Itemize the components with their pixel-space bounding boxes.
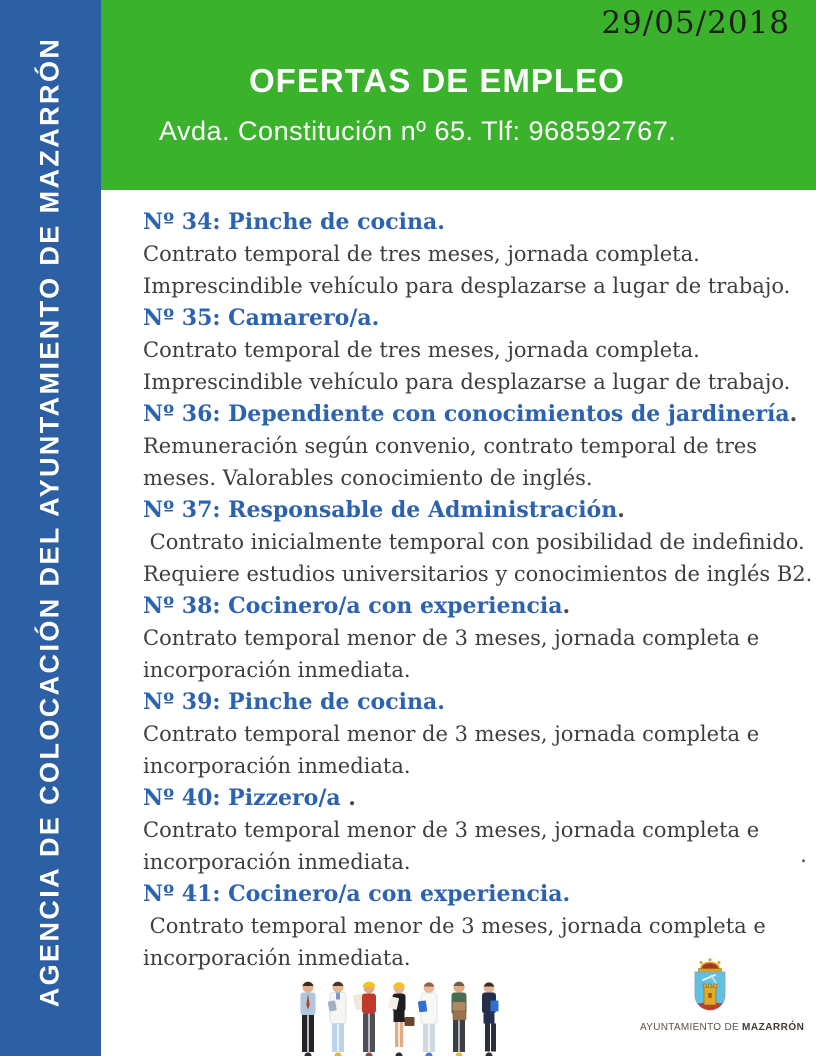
job-title <box>143 302 803 334</box>
workers-illustration <box>293 977 505 1056</box>
job-title <box>143 590 803 622</box>
job-description-line: Contrato temporal de tres meses, jornada completa. <box>143 242 700 266</box>
job-title <box>143 398 803 430</box>
job-description-line: meses. Valorables conocimiento de inglés. <box>143 466 593 490</box>
job-title-text: Nº 35: Camarero/a. <box>143 305 380 331</box>
crown-icon <box>699 958 722 972</box>
stray-period: . <box>800 843 807 868</box>
castle-tower-icon <box>703 984 717 1005</box>
male-doctor-icon <box>328 981 346 1052</box>
workers-photo <box>293 977 505 1056</box>
job-title-text: Nº 40: Pizzero/a <box>143 785 341 811</box>
job-description-line: Imprescindible vehículo para desplazarse a lugar de trabajo. <box>143 370 791 394</box>
address-phone-line: Avda. Constitución nº 65. Tlf: 968592767. <box>159 116 677 146</box>
sidebar <box>0 0 101 1056</box>
job-title <box>143 494 803 526</box>
job-description-line: incorporación inmediata. <box>143 754 411 778</box>
job-title <box>143 782 803 814</box>
logo-caption-bold: MAZARRÓN <box>742 1022 805 1033</box>
job-description-line: Contrato inicialmente temporal con posibilidad de indefinido. <box>143 530 805 554</box>
businessman-red-tie-icon <box>301 981 316 1052</box>
job-description-line: Contrato temporal de tres meses, jornada completa. <box>143 338 700 362</box>
job-description-line: incorporación inmediata. <box>143 946 411 970</box>
job-title-suffix: . <box>340 785 356 811</box>
agency-vertical-title: AGENCIA DE COLOCACIÓN DEL AYUNTAMIENTO DE MAZARRÓN <box>34 36 65 1008</box>
businesswoman-folder-icon <box>482 982 499 1051</box>
job-title-text: Nº 39: Pinche de cocina. <box>143 689 445 715</box>
job-description-line: Requiere estudios universitarios y conocimientos de inglés B2. <box>143 562 813 586</box>
job-description-line: Imprescindible vehículo para desplazarse a lugar de trabajo. <box>143 274 791 298</box>
job-listing-37 <box>143 494 813 590</box>
job-listing-38 <box>143 590 803 686</box>
date-label: 29/05/2018 <box>601 5 790 41</box>
mazarron-crest-icon <box>665 957 755 1019</box>
female-doctor-icon <box>418 982 437 1052</box>
job-listings <box>143 206 813 974</box>
job-listing-35 <box>143 302 803 398</box>
job-description-line: Contrato temporal menor de 3 meses, jornada completa e <box>143 722 760 746</box>
job-title-text: Nº 38: Cocinero/a con experiencia <box>143 593 563 619</box>
job-title-text: Nº 41: Cocinero/a con experiencia. <box>143 881 571 907</box>
architect-woman-helmet-icon <box>388 982 415 1047</box>
courier-with-boxes-icon <box>452 981 467 1052</box>
job-description-line: Contrato temporal menor de 3 meses, jornada completa e <box>143 914 766 938</box>
page-title: OFERTAS DE EMPLEO <box>249 62 625 99</box>
job-title-suffix: . <box>562 593 571 619</box>
job-listing-39 <box>143 686 803 782</box>
job-description-line: incorporación inmediata. <box>143 658 411 682</box>
job-title-suffix: . <box>617 497 625 523</box>
job-title-text: Nº 36: Dependiente con conocimientos de jardinería <box>143 401 790 427</box>
job-description-line: Contrato temporal menor de 3 meses, jornada completa e <box>143 818 760 842</box>
logo-caption-regular: AYUNTAMIENTO DE <box>640 1022 743 1033</box>
job-title <box>143 206 803 238</box>
town-hall-logo <box>640 957 805 1033</box>
job-listing-40 <box>143 782 803 878</box>
job-title-text: Nº 34: Pinche de cocina. <box>143 209 445 235</box>
construction-worker-icon <box>352 982 376 1052</box>
job-description-line: incorporación inmediata. <box>143 850 411 874</box>
logo-caption <box>640 1022 805 1033</box>
bullet-dots-row <box>304 1052 492 1056</box>
job-title <box>143 878 803 910</box>
job-description-line: Remuneración según convenio, contrato temporal de tres <box>143 434 758 458</box>
job-listing-34 <box>143 206 803 302</box>
header-banner <box>101 0 816 190</box>
job-description-line: Contrato temporal menor de 3 meses, jornada completa e <box>143 626 760 650</box>
job-title-suffix: . <box>789 401 798 427</box>
job-title <box>143 686 803 718</box>
job-listing-36 <box>143 398 803 494</box>
job-title-text: Nº 37: Responsable de Administración <box>143 497 618 523</box>
